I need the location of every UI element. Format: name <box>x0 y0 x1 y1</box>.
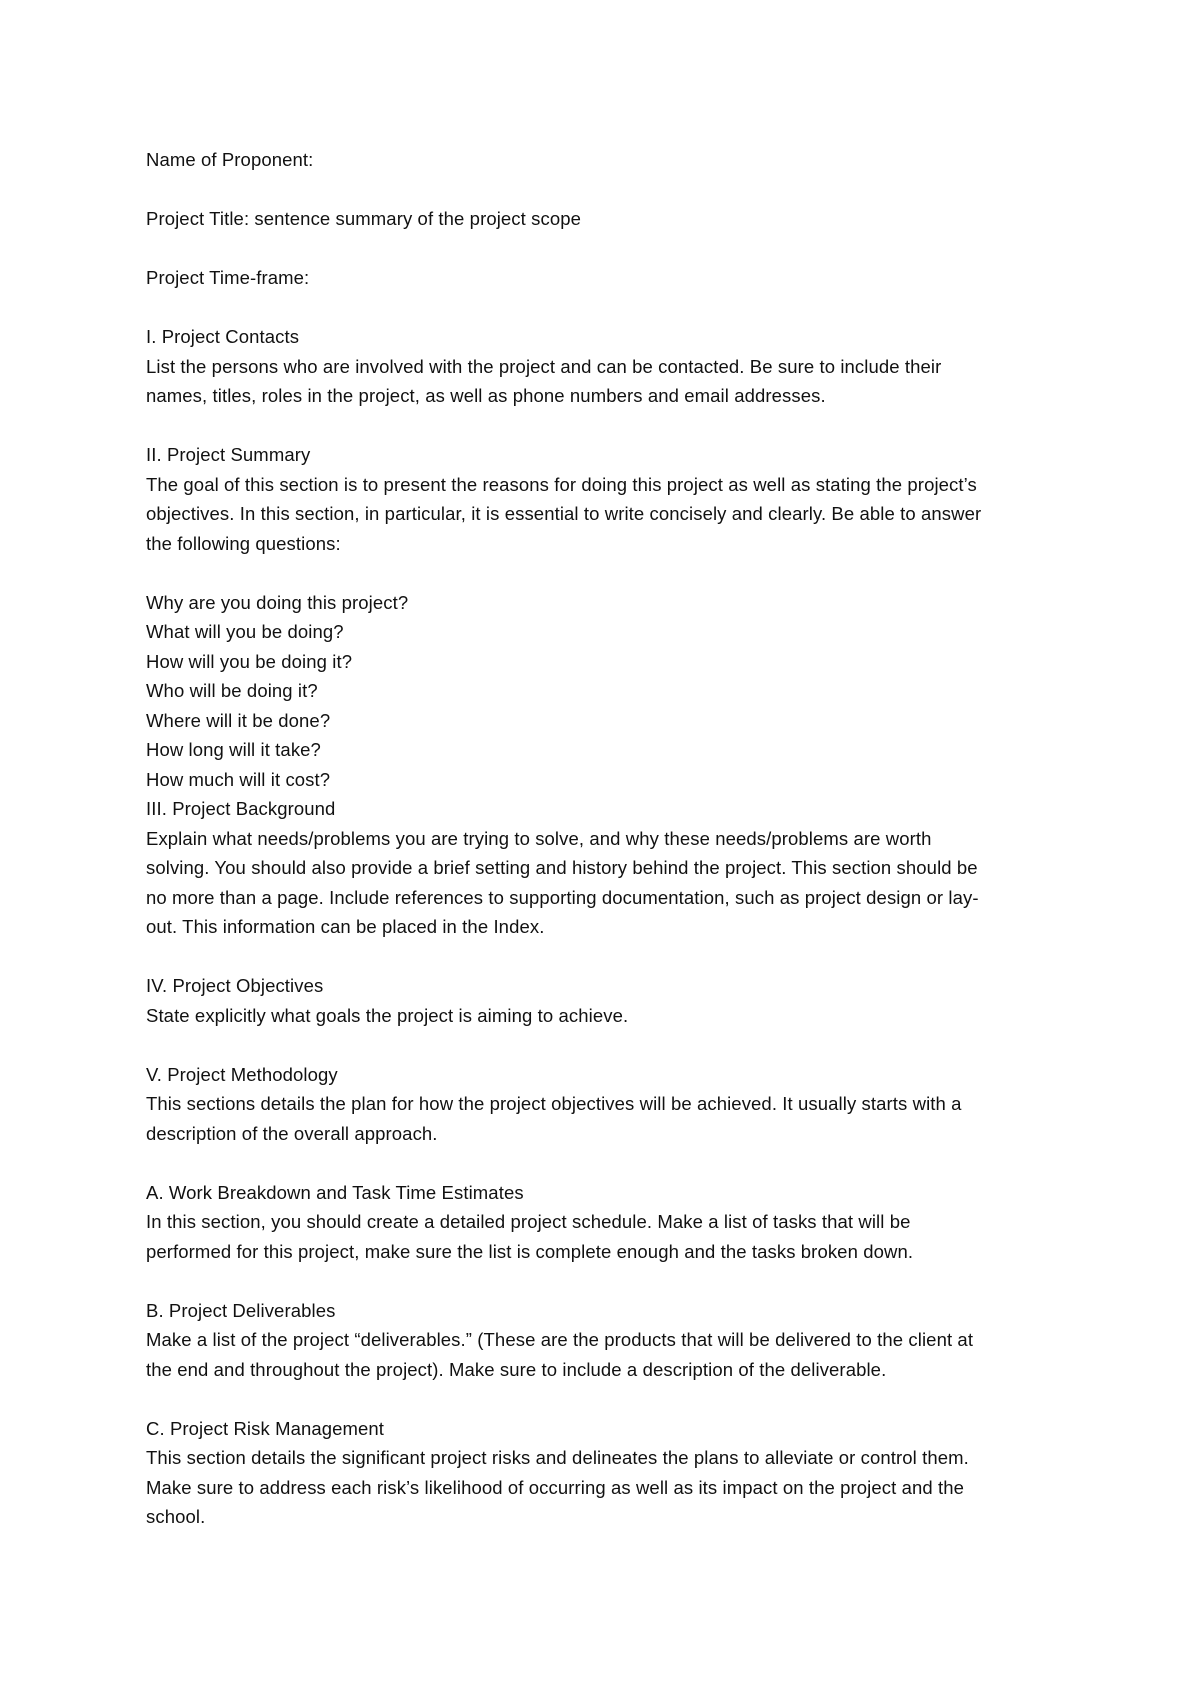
question-item: How long will it take? <box>146 739 321 760</box>
name-of-proponent-field: Name of Proponent: <box>146 149 314 170</box>
section-heading: A. Work Breakdown and Task Time Estimates <box>146 1181 524 1203</box>
section-text-line: the end and throughout the project). Make sure to include a description of the deliverable. <box>146 1358 887 1380</box>
section-text-line: Make a list of the project “deliverables.” (These are the products that will be delivered to the client at <box>146 1329 974 1350</box>
document-body <box>146 145 1076 1532</box>
section-text-line: In this section, you should create a detailed project schedule. Make a list of tasks that will be <box>146 1211 911 1232</box>
question-item: What will you be doing? <box>146 621 344 642</box>
section-text-line: solving. You should also provide a brief setting and history behind the project. This section should be <box>146 857 978 878</box>
section-heading: V. Project Methodology <box>146 1063 338 1085</box>
project-title-field: Project Title: sentence summary of the project scope <box>146 208 582 229</box>
question-item: Who will be doing it? <box>146 680 318 701</box>
section-heading: C. Project Risk Management <box>146 1417 385 1439</box>
section-project-deliverables <box>146 1296 1076 1385</box>
question-item: How will you be doing it? <box>146 650 353 672</box>
question-list <box>146 588 1076 795</box>
section-text-line: The goal of this section is to present the reasons for doing this project as well as stating the project’s <box>146 473 977 495</box>
spacer <box>146 558 1076 588</box>
question-item: How much will it cost? <box>146 768 331 790</box>
section-text-line: performed for this project, make sure the list is complete enough and the tasks broken down. <box>146 1240 914 1262</box>
section-text-line: out. This information can be placed in the Index. <box>146 916 545 937</box>
spacer <box>146 1030 1076 1060</box>
section-project-summary <box>146 440 1076 794</box>
section-text-line: the following questions: <box>146 532 341 554</box>
spacer <box>146 234 1076 264</box>
spacer <box>146 411 1076 441</box>
section-heading: IV. Project Objectives <box>146 975 324 996</box>
spacer <box>146 1266 1076 1296</box>
question-item: Why are you doing this project? <box>146 591 409 613</box>
section-text-line: This sections details the plan for how the project objectives will be achieved. It usually starts with a <box>146 1093 962 1114</box>
section-heading: B. Project Deliverables <box>146 1299 336 1321</box>
spacer <box>146 1148 1076 1178</box>
section-project-methodology <box>146 1060 1076 1149</box>
project-time-frame-field: Project Time-frame: <box>146 267 310 288</box>
section-text-line: school. <box>146 1506 206 1527</box>
spacer <box>146 175 1076 205</box>
section-heading: I. Project Contacts <box>146 326 300 347</box>
section-text-line: description of the overall approach. <box>146 1122 438 1144</box>
section-text-line: objectives. In this section, in particular, it is essential to write concisely and clearly. Be able to answer <box>146 503 982 524</box>
section-text-line: State explicitly what goals the project is aiming to achieve. <box>146 1004 629 1026</box>
section-text-line: Make sure to address each risk’s likelihood of occurring as well as its impact on the project and the <box>146 1476 964 1498</box>
spacer <box>146 1384 1076 1414</box>
section-text-line: This section details the significant project risks and delineates the plans to alleviate or control them. <box>146 1447 969 1468</box>
section-work-breakdown <box>146 1178 1076 1267</box>
section-heading: II. Project Summary <box>146 444 311 465</box>
section-text-line: names, titles, roles in the project, as well as phone numbers and email addresses. <box>146 385 826 406</box>
section-project-risk-management <box>146 1414 1076 1532</box>
section-text-line: no more than a page. Include references to supporting documentation, such as project design or lay- <box>146 886 979 908</box>
section-heading: III. Project Background <box>146 798 336 819</box>
section-project-contacts <box>146 322 1076 411</box>
question-item: Where will it be done? <box>146 709 331 731</box>
spacer <box>146 942 1076 972</box>
section-project-background <box>146 794 1076 942</box>
spacer <box>146 293 1076 323</box>
section-text-line: List the persons who are involved with the project and can be contacted. Be sure to include their <box>146 355 942 377</box>
section-text-line: Explain what needs/problems you are trying to solve, and why these needs/problems are worth <box>146 827 932 849</box>
section-project-objectives <box>146 971 1076 1030</box>
